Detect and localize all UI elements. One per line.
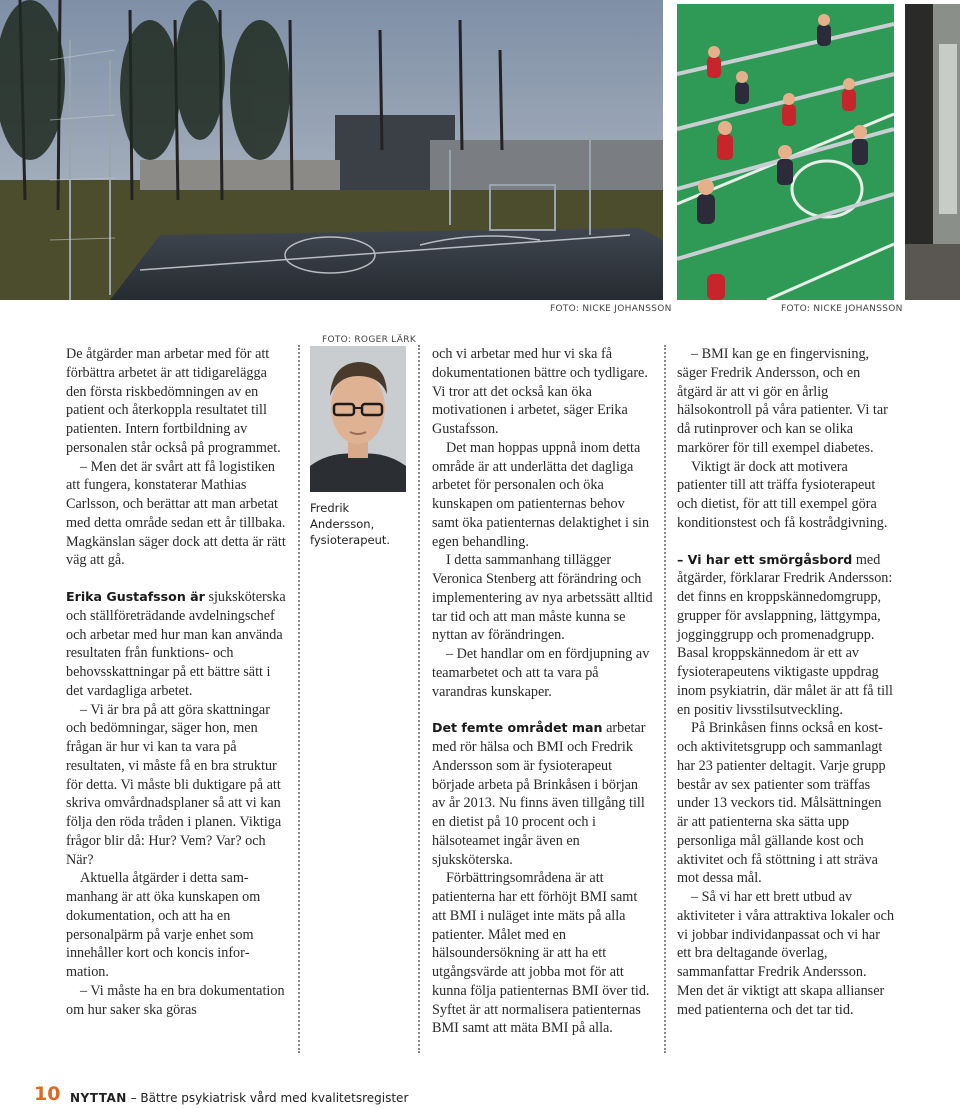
- running-footer: [70, 1091, 408, 1105]
- paragraph: – Så vi har ett brett utbud av aktiviteter i våra attraktiva lokaler och vi jobbar individanpassat och vi har ett bra deltagande överlag, sammanfattar Fredrik Andersson. Men det är viktigt att skapa allianser med patienterna och det tar tid.: [677, 889, 895, 1018]
- portrait-photo: [310, 346, 406, 492]
- paragraph: – Vi är bra på att göra skattningar och bedömningar, säger hon, men frågan är hur vi kan ta vara på resultaten, vi måste få en bra struktur för detta. Vi måste bli duktigare på att skriva omvårdnadsplaner så att vi kan följa den röda tråden i planen. Viktiga frågor blir då: Hur? Vem? Var? och När?: [66, 701, 282, 868]
- paragraph-text: arbetar med rör hälsa och BMI och Fredrik Andersson som är fysioterapeut började arbeta på Brinkåsen i början av år 2013. Nu finns även tillgång till en dietist på 10 procent och i hälsoteamet ingår även en sjuksköterska.: [432, 720, 646, 868]
- paragraph: [677, 551, 895, 720]
- caption-line: fysioterapeut.: [310, 533, 391, 547]
- article-column-2: [432, 345, 654, 1038]
- lead-in: Erika Gustafsson är: [66, 589, 205, 604]
- magazine-name: NYTTAN: [70, 1091, 127, 1105]
- paragraph: De åtgärder man arbetar med för att förbättra arbetet är att tidigarelägga den första riskbedömningen av en patient och återkoppla resultatet till patienten. Intern fortbildning av personalen står också på programmet.: [66, 346, 281, 456]
- paragraph: – Men det är svårt att få logistiken att fungera, konstaterar Mathias Carlsson, och berättar att man arbetat med detta område sedan ett år tillbaka. Magkänslan säger dock att detta är rätt väg att gå.: [66, 458, 286, 569]
- caption-line: Andersson,: [310, 517, 375, 531]
- caption-line: Fredrik: [310, 501, 350, 515]
- courtyard-photo-credit: FOTO: NICKE JOHANSSON: [550, 304, 672, 314]
- foosball-photo-credit: FOTO: NICKE JOHANSSON: [781, 304, 903, 314]
- paragraph: Aktuella åtgärder i detta sammanhang är att öka kunskapen om dokumentation, och att ha en personalpärm på varje enhet som innehåller kort och koncis information.: [66, 870, 261, 980]
- hallway-photo: [905, 4, 960, 300]
- paragraph: och vi arbetar med hur vi ska få dokumentationen bättre och tydligare. Vi tror att det också kan öka motivationen i arbetet, säger Erika Gustafsson.: [432, 346, 648, 437]
- paragraph: – Det handlar om en fördjupning av teamarbetet och att ta vara på varandras kunskaper.: [432, 646, 650, 700]
- paragraph: [432, 719, 654, 869]
- magazine-subtitle: – Bättre psykiatrisk vård med kvalitetsregister: [126, 1091, 409, 1105]
- paragraph-text: sjuksköterska och ställföreträdande avdelningschef och arbetar med hur man kan använda resultaten från funktions- och behovsskattningar på ett bättre sätt i det vardagliga arbetet.: [66, 589, 286, 699]
- portrait-caption: [310, 500, 410, 548]
- foosball-photo: [677, 4, 894, 300]
- column-divider: [664, 345, 666, 1053]
- page-number: 10: [34, 1083, 61, 1105]
- lead-in: – Vi har ett smörgåsbord: [677, 551, 853, 567]
- paragraph: [66, 588, 286, 701]
- article-column-3: [677, 345, 895, 1019]
- paragraph: Det man hoppas uppnå inom detta område är att underlätta det dagliga arbetet för personalen och öka kunskapen om patienternas behov samt öka patienternas delaktighet i sin egen behandling.: [432, 439, 650, 550]
- portrait-photo-credit: FOTO: ROGER LÄRK: [322, 335, 417, 345]
- paragraph: – Vi måste ha en bra dokumentation om hur saker ska göras: [66, 982, 285, 1018]
- lead-in: Det femte området man: [432, 720, 603, 736]
- column-divider: [298, 345, 300, 1053]
- paragraph: På Brinkåsen finns också en kost- och aktivitetsgrupp och sammanlagt har 23 patienter deltagit. Varje grupp består av sex patienter som träffas under 13 veckors tid. Målsättningen är att patienterna ska sätta upp personliga mål gällande kost och aktivitet och få stöttning i att sträva mot dessa mål.: [677, 720, 886, 887]
- paragraph: Förbättringsområdena är att patienterna har ett förhöjt BMI samt att BMI i nuläget inte mäts på alla patienter. Målet med en hälsoundersökning är att ha ett utgångsvärde att jobba mot för att kunna följa patienternas BMI över tid. Syftet är att normalisera patienternas BMI samt att mäta BMI på alla.: [432, 870, 650, 1037]
- paragraph-text: med åtgärder, förklarar Fredrik Andersson: det finns en kroppskännedomgrupp, grupper för avslappning, lättgympa, jogginggrupp och promenadgrupp. Basal kroppskännedom är ett av fysioterapeutens viktigaste uppdrag inom psykiatrin, där målet är att få till en positiv livsstilsutveckling.: [677, 551, 893, 718]
- article-column-1: [66, 345, 286, 1019]
- paragraph: Viktigt är dock att motivera patienter till att träffa fysioterapeut och dietist, för att till exempel göra konditionstest och få kostrådgivning.: [677, 458, 888, 531]
- courtyard-photo: [0, 0, 663, 300]
- column-divider: [418, 345, 420, 1053]
- paragraph: – BMI kan ge en fingervisning, säger Fredrik Andersson, och en åtgärd är att vi gör en årlig hälsokontroll på våra patienter. Vi tar då rutinprover och kan se olika markörer för till exempel diabetes.: [677, 346, 888, 456]
- paragraph: I detta sammanhang tillägger Veronica Stenberg att förändring och implementering av nya arbetssätt alltid tar tid och att man måste kunna se nyttan av förändringen.: [432, 552, 653, 644]
